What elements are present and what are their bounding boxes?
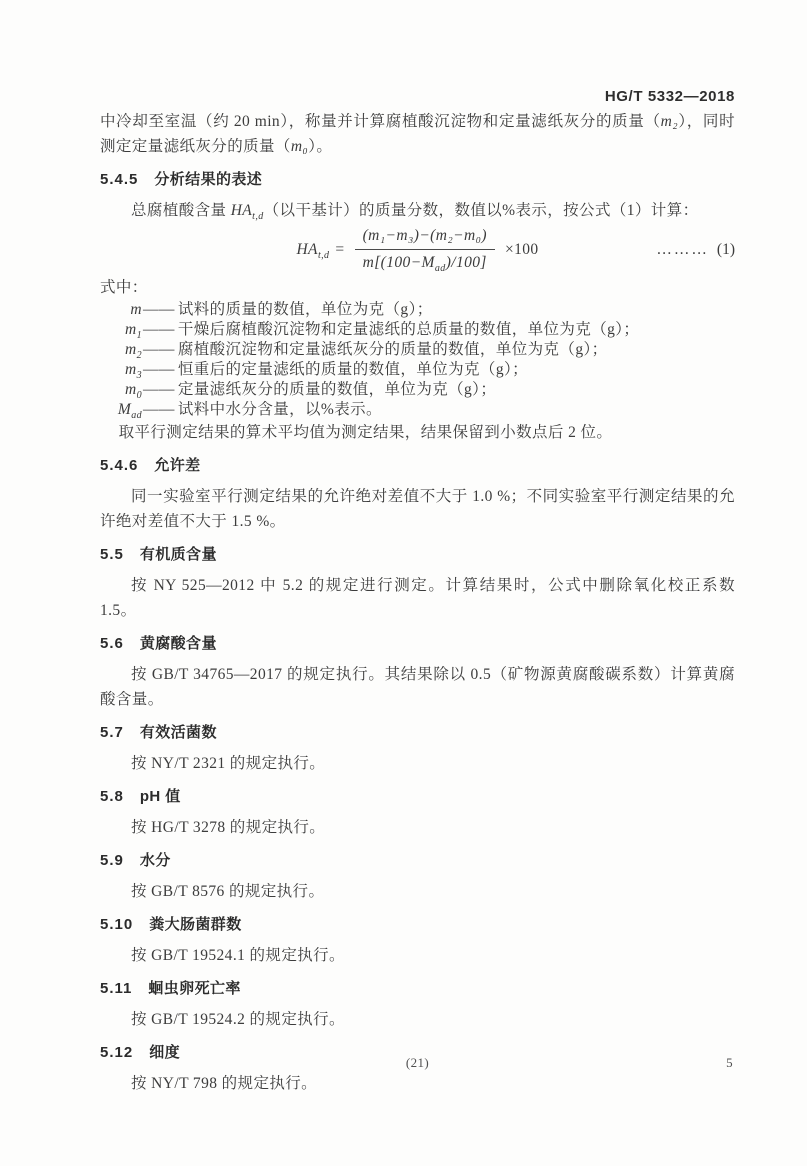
term-dash: —— bbox=[143, 361, 175, 378]
term-description: 干燥后腐植酸沉淀物和定量滤纸的总质量的数值，单位为克（g）； bbox=[177, 321, 640, 338]
intro-text-3: ）。 bbox=[308, 138, 333, 155]
term-dash: —— bbox=[143, 381, 175, 398]
definition-row-m1 bbox=[100, 320, 735, 340]
section-5-7-paragraph: 按 NY/T 2321 的规定执行。 bbox=[131, 755, 326, 772]
multiplier: ×100 bbox=[504, 240, 539, 258]
section-5-10-paragraph: 按 GB/T 19524.1 的规定执行。 bbox=[131, 947, 345, 964]
section-5-12-paragraph: 按 NY/T 798 的规定执行。 bbox=[131, 1075, 318, 1092]
section-title: 有机质含量 bbox=[139, 546, 217, 563]
section-title: 细度 bbox=[149, 1044, 181, 1061]
section-title: 黄腐酸含量 bbox=[139, 635, 217, 652]
intro-paragraph bbox=[100, 109, 735, 159]
section-5-4-5-paragraph bbox=[100, 198, 735, 223]
definition-row-m2 bbox=[100, 340, 735, 360]
section-title: 粪大肠菌群数 bbox=[149, 916, 242, 933]
page-footer bbox=[100, 1050, 735, 1068]
section-heading-5-9 bbox=[100, 848, 735, 873]
intro-text-2: ），同时测定定量滤纸灰分的质量（ bbox=[100, 113, 735, 155]
section-title: 有效活菌数 bbox=[139, 724, 217, 741]
section-5-11-paragraph: 按 GB/T 19524.2 的规定执行。 bbox=[131, 1011, 345, 1028]
section-number: 5.8 bbox=[100, 788, 124, 805]
section-title: pH 值 bbox=[139, 788, 181, 805]
equation-1 bbox=[100, 226, 735, 273]
page-marker: (21) bbox=[405, 1055, 430, 1070]
term-symbol: $m_2$ bbox=[125, 341, 142, 362]
section-number: 5.5 bbox=[100, 546, 124, 563]
term-symbol: $M_{ad}$ bbox=[117, 401, 142, 422]
section-number: 5.4.5 bbox=[100, 171, 139, 188]
section-5-5-paragraph: 按 NY 525—2012 中 5.2 的规定进行测定。计算结果时，公式中删除氧化校正系数 1.5。 bbox=[100, 577, 735, 619]
equation-number: ……… (1) bbox=[656, 241, 735, 258]
section-heading-5-6 bbox=[100, 631, 735, 656]
definition-row-Mad bbox=[100, 400, 735, 420]
section-5-6-paragraph: 按 GB/T 34765—2017 的规定执行。其结果除以 0.5（矿物源黄腐酸碳系数）计算黄腐酸含量。 bbox=[100, 666, 735, 708]
section-heading-5-11 bbox=[100, 976, 735, 1001]
fraction-numerator: (m₁−m₃)−(m₂−m₀) bbox=[355, 226, 495, 250]
term-description: 试料中水分含量，以%表示。 bbox=[177, 401, 382, 418]
equation-fraction bbox=[355, 226, 495, 273]
term-symbol: $m_0$ bbox=[125, 381, 142, 402]
section-heading-5-7 bbox=[100, 720, 735, 745]
section-title: 蛔虫卵死亡率 bbox=[148, 980, 241, 997]
definition-row-m3 bbox=[100, 360, 735, 380]
section-title: 水分 bbox=[139, 852, 171, 869]
term-dash: —— bbox=[143, 341, 175, 358]
section-heading-5-4-6 bbox=[100, 453, 735, 478]
section-heading-5-4-5 bbox=[100, 167, 735, 192]
fraction-denominator: $m[(100-M_{ad})/100]$ bbox=[362, 254, 487, 275]
term-symbol: $m_3$ bbox=[125, 361, 142, 382]
section-title: 分析结果的表述 bbox=[154, 171, 263, 188]
section-number: 5.4.6 bbox=[100, 457, 139, 474]
section-number: 5.6 bbox=[100, 635, 124, 652]
term-description: 恒重后的定量滤纸的质量的数值，单位为克（g）； bbox=[177, 361, 529, 378]
section-number: 5.10 bbox=[100, 916, 134, 933]
term-dash: —— bbox=[143, 401, 175, 418]
section-5-8-paragraph: 按 HG/T 3278 的规定执行。 bbox=[131, 819, 326, 836]
intro-text-1: 中冷却至室温（约 20 min），称量并计算腐植酸沉淀物和定量滤纸灰分的质量（ bbox=[100, 113, 661, 130]
term-description: 腐植酸沉淀物和定量滤纸灰分的质量的数值，单位为克（g）； bbox=[177, 341, 608, 358]
doc-number: HG/T 5332—2018 bbox=[604, 88, 735, 105]
definition-row-m0 bbox=[100, 380, 735, 400]
where-label: 式中： bbox=[100, 279, 148, 296]
var-m2: m₂ bbox=[660, 113, 679, 130]
dot-leaders: ……… bbox=[656, 241, 709, 258]
section-heading-5-10 bbox=[100, 912, 735, 937]
section-number: 5.11 bbox=[100, 980, 133, 997]
var-m0: m₀ bbox=[290, 138, 309, 155]
section-5-9-paragraph: 按 GB/T 8576 的规定执行。 bbox=[131, 883, 325, 900]
term-symbol: $m_1$ bbox=[125, 321, 142, 342]
term-dash: —— bbox=[143, 301, 175, 318]
equation-lhs: $HA_{t,d}$ = bbox=[296, 240, 345, 261]
term-dash: —— bbox=[143, 321, 175, 338]
section-number: 5.9 bbox=[100, 852, 124, 869]
page-number: 5 bbox=[726, 1055, 733, 1070]
para-text: 总腐植酸含量 bbox=[131, 202, 231, 219]
section-5-4-6-paragraph: 同一实验室平行测定结果的允许绝对差值不大于 1.0 %；不同实验室平行测定结果的允许绝对差值不大于 1.5 %。 bbox=[100, 488, 735, 530]
term-symbol: m bbox=[130, 301, 142, 318]
section-number: 5.7 bbox=[100, 724, 124, 741]
averaging-note: 取平行测定结果的算术平均值为测定结果，结果保留到小数点后 2 位。 bbox=[118, 424, 613, 441]
equals-sign: = bbox=[335, 240, 345, 258]
section-number: 5.12 bbox=[100, 1044, 134, 1061]
section-heading-5-8 bbox=[100, 784, 735, 809]
section-heading-5-5 bbox=[100, 542, 735, 567]
term-description: 定量滤纸灰分的质量的数值，单位为克（g）； bbox=[177, 381, 497, 398]
para-text: （以干基计）的质量分数，数值以%表示，按公式（1）计算： bbox=[263, 202, 699, 219]
definition-list bbox=[100, 300, 735, 420]
term-description: 试料的质量的数值，单位为克（g）； bbox=[177, 301, 433, 318]
var-HA: $HA_{t,d}$ bbox=[230, 202, 264, 223]
section-title: 允许差 bbox=[154, 457, 201, 474]
definition-row-m bbox=[100, 300, 735, 320]
